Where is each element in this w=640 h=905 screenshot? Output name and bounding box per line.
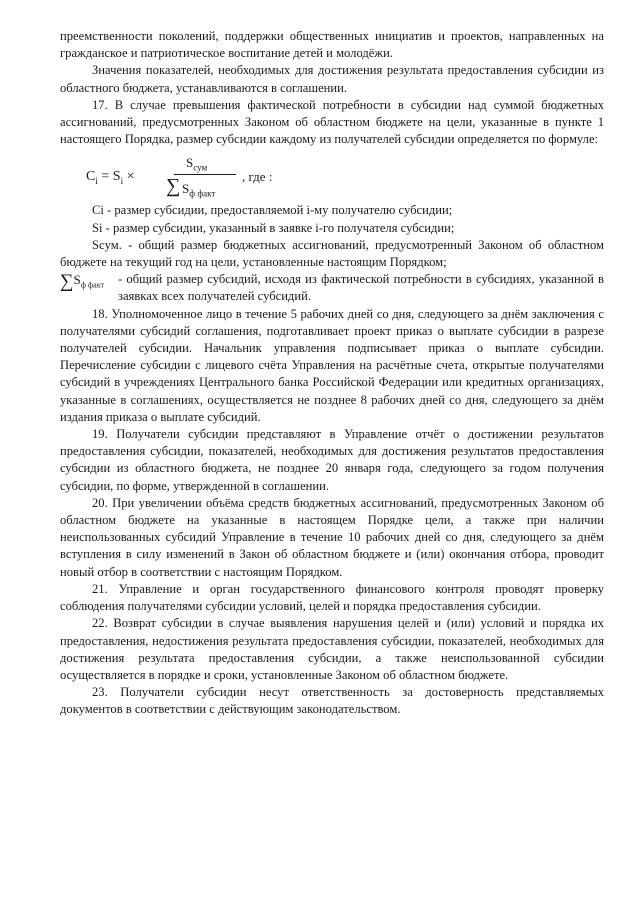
paragraph-continuation: преемственности поколений, поддержки общественных инициатив и проектов, направленных на гражданское и патриотическое воспитание детей и молодёжи. [60,29,604,61]
definition-ci: Ci - размер субсидии, предоставляемой i-му получателю субсидии; [92,203,453,218]
paragraph-20: 20. При увеличении объёма средств бюджетных ассигнований, предусмотренных Законом об областном бюджете на указанные в настоящем Порядке цели, а также при наличии неиспользованных субсидий Управление в течение 10 рабочих дней со дня, следующего за днём вступления в силу изменений в Закон об областном бюджете и (или) окончания отбора, проводит новый отбор в соответствии с настоящим Порядком. [60,495,604,579]
paragraph-18: 18. Уполномоченное лицо в течение 5 рабочих дней со дня, следующего за днём заключения с получателями субсидий соглашения, подготавливает проект приказ о выплате субсидии в разрезе получателей субсидии. Начальник управления подписывает приказ о выплате субсидии. Перечисление субсидии с лицевого счёта Управления на расчётные счета, открытые получателями субсидий в учреждениях Центрального банка Российской Федерации или кредитных организациях, указанные в соглашениях, осуществляется не позднее 8 рабочих дней со дня, следующего за днём издания приказа о выплате субсидий. [60,306,604,424]
definition-sfact: - общий размер субсидий, исходя из фактической потребности в субсидиях, указанной в заявках всех получателей субсидий. [117,272,604,304]
formula-where: , где : [242,169,273,185]
subsidy-formula [86,152,604,202]
definition-ssum: Scум. - общий размер бюджетных ассигнований, предусмотренный Законом об областном бюджете на текущий год на цели, установленные настоящим Порядком; [60,237,604,270]
paragraph-19: 19. Получатели субсидии представляют в Управление отчёт о достижении результатов предоставления субсидии, показателей, необходимых для достижения результатов предоставления субсидии из областного бюджета, не позднее 20 января года, следующего за годом получения субсидии, по форме, утвержденной в соглашении. [60,427,604,493]
definition-si: Si - размер субсидии, указанный в заявке i-го получателя субсидии; [92,220,455,235]
sigma-symbol: ∑ [166,175,181,198]
fraction-line [174,174,236,175]
sum-sfact-symbol: $\sum S_{ф факт}$ [60,271,104,293]
definition-sfact-row [60,271,604,305]
paragraph-22: 22. Возврат субсидии в случае выявления нарушения целей и (или) условий и порядка их предоставления, недостижения результата предоставления субсидии, показателей, необходимых для достижения результата предоставления субсидии, а также неиспользованной субсидии осуществляется в порядке и сроки, установленные Законом об областном бюджете. [60,616,604,682]
paragraph-indicators: Значения показателей, необходимых для достижения результата предоставления субсидии из областного бюджета, устанавливаются в соглашении. [60,63,604,95]
paragraph-23: 23. Получатели субсидии несут ответственность за достоверность представляемых документов в соответствии с действующим законодательством. [60,685,604,717]
formula-denominator: $S_{ф факт}$ [182,181,216,200]
formula-numerator: $S_{сум}$ [186,155,208,174]
paragraph-21: 21. Управление и орган государственного финансового контроля проводят проверку соблюдения получателями субсидии условий, целей и порядка предоставления субсидии. [60,581,604,614]
formula-lhs: $C_i = S_i$ × [86,169,135,187]
paragraph-17: 17. В случае превышения фактической потребности в субсидии над суммой бюджетных ассигнований, предусмотренных Законом об областном бюджете на цели, указанные в пункте 1 настоящего Порядка, размер субсидии каждому из получателей субсидии определяется по формуле: [60,97,604,147]
